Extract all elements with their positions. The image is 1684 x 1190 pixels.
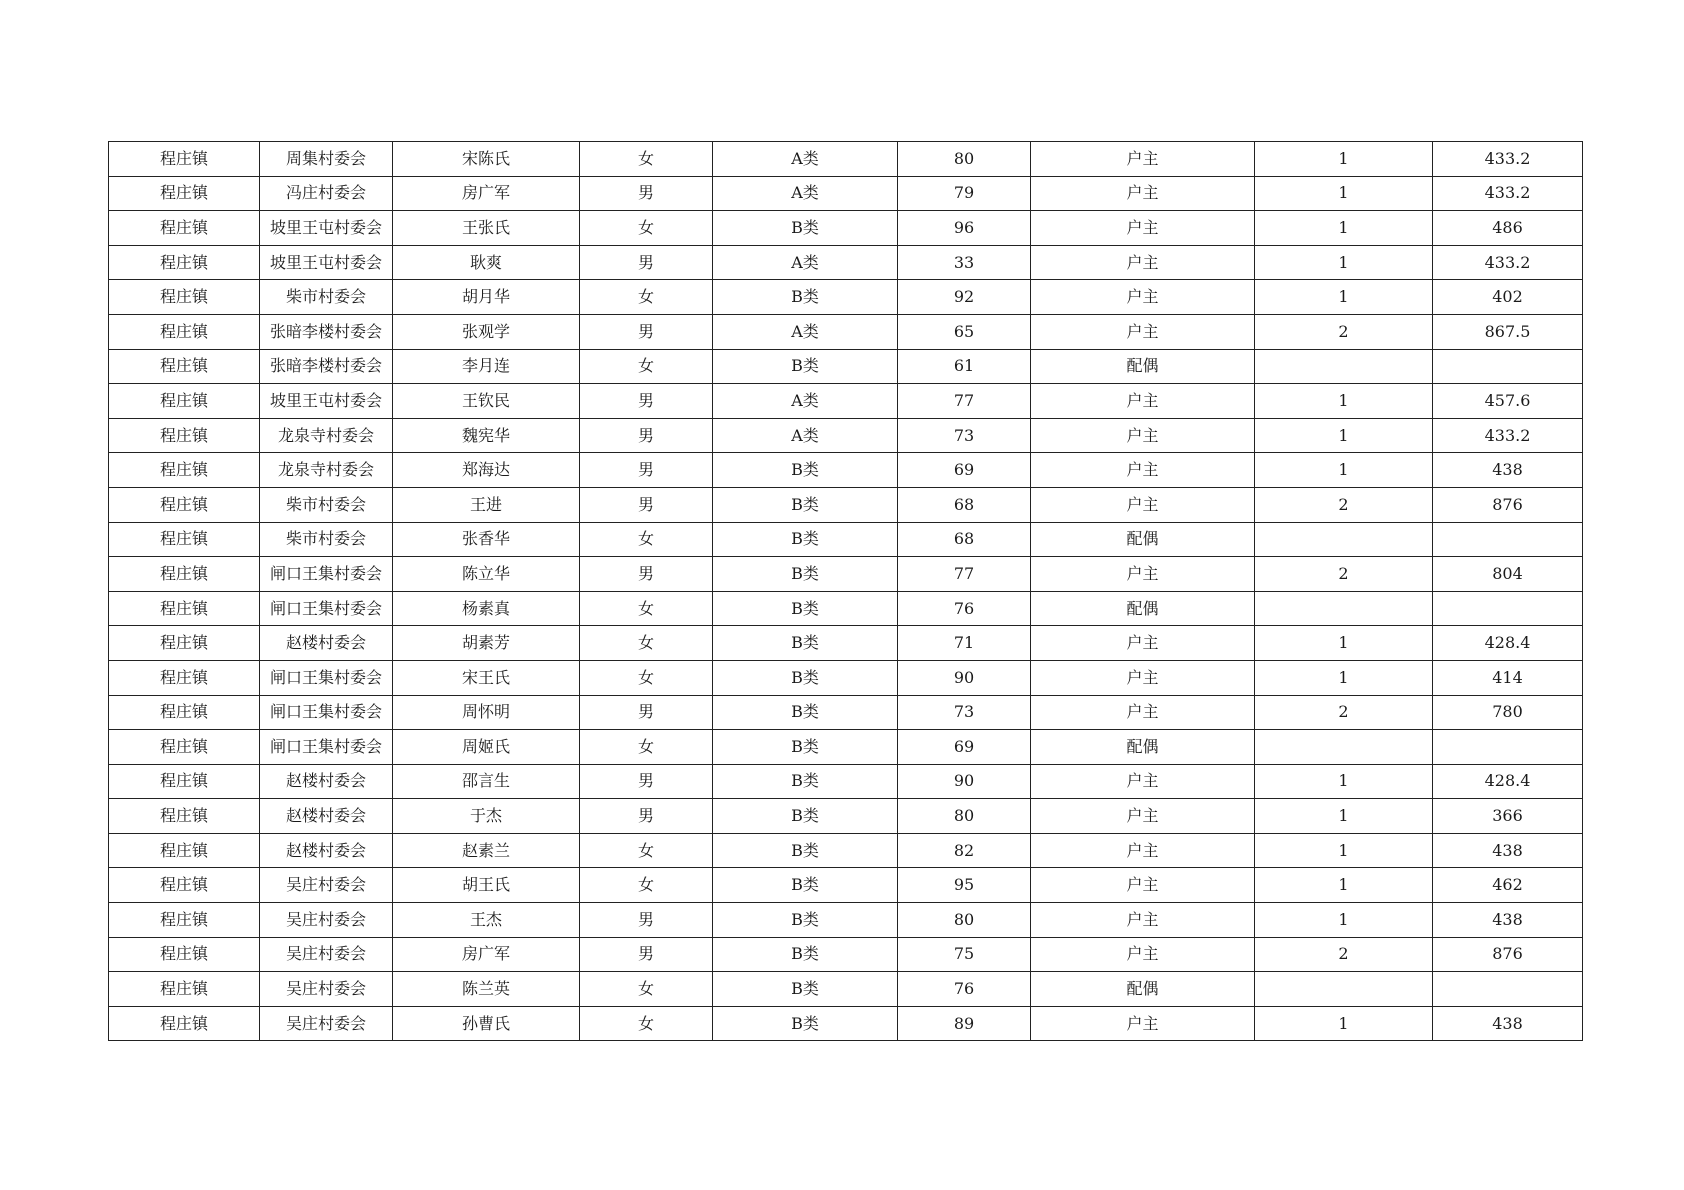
- cell-amount: 876: [1433, 937, 1583, 972]
- cell-village: 柴市村委会: [260, 280, 393, 315]
- cell-name: 宋陈氏: [393, 142, 580, 177]
- cell-town: 程庄镇: [109, 764, 260, 799]
- cell-category: A类: [713, 245, 898, 280]
- cell-category: B类: [713, 453, 898, 488]
- cell-age: 80: [898, 142, 1031, 177]
- cell-town: 程庄镇: [109, 349, 260, 384]
- cell-household-size: 2: [1255, 937, 1433, 972]
- cell-household-size: 1: [1255, 764, 1433, 799]
- cell-age: 68: [898, 522, 1031, 557]
- cell-amount: 414: [1433, 660, 1583, 695]
- cell-town: 程庄镇: [109, 522, 260, 557]
- cell-age: 90: [898, 764, 1031, 799]
- cell-gender: 男: [580, 176, 713, 211]
- cell-village: 赵楼村委会: [260, 833, 393, 868]
- cell-household-size: 1: [1255, 453, 1433, 488]
- cell-age: 92: [898, 280, 1031, 315]
- cell-town: 程庄镇: [109, 868, 260, 903]
- cell-gender: 男: [580, 245, 713, 280]
- table-row: [109, 384, 1583, 419]
- table-row: [109, 418, 1583, 453]
- cell-age: 90: [898, 660, 1031, 695]
- cell-age: 96: [898, 211, 1031, 246]
- cell-town: 程庄镇: [109, 176, 260, 211]
- cell-relation: 户主: [1031, 764, 1255, 799]
- cell-gender: 男: [580, 557, 713, 592]
- cell-village: 赵楼村委会: [260, 764, 393, 799]
- cell-name: 张香华: [393, 522, 580, 557]
- cell-category: B类: [713, 626, 898, 661]
- cell-age: 61: [898, 349, 1031, 384]
- cell-relation: 户主: [1031, 280, 1255, 315]
- cell-household-size: 1: [1255, 868, 1433, 903]
- cell-age: 95: [898, 868, 1031, 903]
- cell-name: 胡月华: [393, 280, 580, 315]
- table-row: [109, 799, 1583, 834]
- cell-town: 程庄镇: [109, 314, 260, 349]
- cell-age: 80: [898, 903, 1031, 938]
- cell-name: 王张氏: [393, 211, 580, 246]
- table-row: [109, 557, 1583, 592]
- cell-household-size: 1: [1255, 660, 1433, 695]
- cell-age: 79: [898, 176, 1031, 211]
- cell-town: 程庄镇: [109, 211, 260, 246]
- cell-category: B类: [713, 349, 898, 384]
- cell-name: 周姬氏: [393, 730, 580, 765]
- cell-gender: 男: [580, 903, 713, 938]
- cell-amount: [1433, 349, 1583, 384]
- table-row: [109, 176, 1583, 211]
- cell-age: 77: [898, 557, 1031, 592]
- cell-category: B类: [713, 937, 898, 972]
- cell-village: 龙泉寺村委会: [260, 418, 393, 453]
- cell-amount: 433.2: [1433, 176, 1583, 211]
- cell-gender: 女: [580, 730, 713, 765]
- cell-relation: 户主: [1031, 487, 1255, 522]
- cell-household-size: 1: [1255, 903, 1433, 938]
- cell-town: 程庄镇: [109, 1006, 260, 1041]
- cell-category: B类: [713, 591, 898, 626]
- cell-town: 程庄镇: [109, 937, 260, 972]
- cell-household-size: [1255, 522, 1433, 557]
- cell-category: A类: [713, 418, 898, 453]
- cell-amount: 867.5: [1433, 314, 1583, 349]
- cell-gender: 女: [580, 522, 713, 557]
- cell-gender: 女: [580, 211, 713, 246]
- cell-name: 赵素兰: [393, 833, 580, 868]
- cell-name: 郑海达: [393, 453, 580, 488]
- cell-amount: 462: [1433, 868, 1583, 903]
- cell-age: 68: [898, 487, 1031, 522]
- cell-age: 80: [898, 799, 1031, 834]
- cell-relation: 户主: [1031, 245, 1255, 280]
- cell-age: 73: [898, 418, 1031, 453]
- cell-town: 程庄镇: [109, 903, 260, 938]
- cell-amount: 402: [1433, 280, 1583, 315]
- cell-age: 69: [898, 453, 1031, 488]
- cell-relation: 户主: [1031, 660, 1255, 695]
- cell-name: 张观学: [393, 314, 580, 349]
- cell-gender: 男: [580, 314, 713, 349]
- cell-town: 程庄镇: [109, 799, 260, 834]
- cell-amount: 486: [1433, 211, 1583, 246]
- table-row: [109, 1006, 1583, 1041]
- cell-gender: 女: [580, 972, 713, 1007]
- cell-age: 69: [898, 730, 1031, 765]
- cell-relation: 配偶: [1031, 349, 1255, 384]
- cell-town: 程庄镇: [109, 626, 260, 661]
- cell-name: 李月连: [393, 349, 580, 384]
- cell-relation: 户主: [1031, 626, 1255, 661]
- cell-amount: 438: [1433, 1006, 1583, 1041]
- cell-amount: [1433, 972, 1583, 1007]
- cell-household-size: 1: [1255, 418, 1433, 453]
- table-row: [109, 245, 1583, 280]
- table-row: [109, 695, 1583, 730]
- cell-village: 坡里王屯村委会: [260, 211, 393, 246]
- table-row: [109, 591, 1583, 626]
- cell-household-size: 1: [1255, 626, 1433, 661]
- cell-name: 于杰: [393, 799, 580, 834]
- cell-gender: 女: [580, 626, 713, 661]
- cell-category: A类: [713, 314, 898, 349]
- cell-town: 程庄镇: [109, 418, 260, 453]
- cell-town: 程庄镇: [109, 142, 260, 177]
- cell-town: 程庄镇: [109, 730, 260, 765]
- cell-village: 闸口王集村委会: [260, 730, 393, 765]
- cell-household-size: 1: [1255, 280, 1433, 315]
- cell-household-size: 1: [1255, 245, 1433, 280]
- cell-gender: 女: [580, 660, 713, 695]
- cell-amount: 428.4: [1433, 764, 1583, 799]
- cell-gender: 女: [580, 591, 713, 626]
- cell-category: B类: [713, 522, 898, 557]
- cell-category: B类: [713, 903, 898, 938]
- cell-relation: 户主: [1031, 868, 1255, 903]
- cell-household-size: 2: [1255, 314, 1433, 349]
- table-row: [109, 626, 1583, 661]
- cell-relation: 户主: [1031, 142, 1255, 177]
- cell-age: 82: [898, 833, 1031, 868]
- cell-amount: [1433, 591, 1583, 626]
- cell-gender: 男: [580, 487, 713, 522]
- cell-category: B类: [713, 764, 898, 799]
- cell-age: 75: [898, 937, 1031, 972]
- cell-age: 77: [898, 384, 1031, 419]
- cell-name: 王杰: [393, 903, 580, 938]
- table-row: [109, 142, 1583, 177]
- cell-gender: 女: [580, 142, 713, 177]
- cell-category: B类: [713, 833, 898, 868]
- cell-village: 坡里王屯村委会: [260, 384, 393, 419]
- cell-village: 吴庄村委会: [260, 903, 393, 938]
- cell-name: 房广军: [393, 937, 580, 972]
- cell-relation: 户主: [1031, 799, 1255, 834]
- cell-name: 孙曹氏: [393, 1006, 580, 1041]
- cell-household-size: 2: [1255, 695, 1433, 730]
- cell-town: 程庄镇: [109, 660, 260, 695]
- cell-gender: 男: [580, 937, 713, 972]
- cell-village: 吴庄村委会: [260, 868, 393, 903]
- cell-amount: [1433, 730, 1583, 765]
- cell-town: 程庄镇: [109, 972, 260, 1007]
- cell-town: 程庄镇: [109, 695, 260, 730]
- cell-name: 邵言生: [393, 764, 580, 799]
- cell-town: 程庄镇: [109, 557, 260, 592]
- cell-name: 宋王氏: [393, 660, 580, 695]
- cell-town: 程庄镇: [109, 487, 260, 522]
- cell-village: 龙泉寺村委会: [260, 453, 393, 488]
- cell-relation: 配偶: [1031, 522, 1255, 557]
- cell-village: 张暗李楼村委会: [260, 349, 393, 384]
- cell-amount: 457.6: [1433, 384, 1583, 419]
- cell-household-size: 1: [1255, 142, 1433, 177]
- cell-name: 杨素真: [393, 591, 580, 626]
- cell-gender: 女: [580, 833, 713, 868]
- cell-household-size: [1255, 730, 1433, 765]
- cell-village: 坡里王屯村委会: [260, 245, 393, 280]
- cell-amount: 433.2: [1433, 418, 1583, 453]
- data-table: [108, 141, 1583, 1041]
- table-row: [109, 764, 1583, 799]
- cell-town: 程庄镇: [109, 245, 260, 280]
- cell-category: B类: [713, 868, 898, 903]
- cell-amount: 438: [1433, 833, 1583, 868]
- cell-name: 胡王氏: [393, 868, 580, 903]
- table-body: [109, 142, 1583, 1041]
- table-row: [109, 660, 1583, 695]
- cell-village: 周集村委会: [260, 142, 393, 177]
- cell-age: 76: [898, 591, 1031, 626]
- cell-town: 程庄镇: [109, 453, 260, 488]
- cell-amount: 438: [1433, 453, 1583, 488]
- cell-name: 周怀明: [393, 695, 580, 730]
- cell-name: 耿爽: [393, 245, 580, 280]
- cell-relation: 户主: [1031, 314, 1255, 349]
- cell-amount: 438: [1433, 903, 1583, 938]
- table-row: [109, 730, 1583, 765]
- cell-age: 73: [898, 695, 1031, 730]
- cell-age: 65: [898, 314, 1031, 349]
- table-row: [109, 833, 1583, 868]
- cell-relation: 户主: [1031, 453, 1255, 488]
- cell-relation: 户主: [1031, 384, 1255, 419]
- cell-gender: 女: [580, 1006, 713, 1041]
- table-row: [109, 349, 1583, 384]
- cell-category: B类: [713, 730, 898, 765]
- cell-gender: 女: [580, 349, 713, 384]
- cell-town: 程庄镇: [109, 591, 260, 626]
- table-row: [109, 972, 1583, 1007]
- cell-relation: 户主: [1031, 557, 1255, 592]
- table-row: [109, 487, 1583, 522]
- cell-relation: 户主: [1031, 211, 1255, 246]
- cell-household-size: [1255, 972, 1433, 1007]
- cell-category: B类: [713, 695, 898, 730]
- cell-amount: 804: [1433, 557, 1583, 592]
- cell-amount: 366: [1433, 799, 1583, 834]
- cell-village: 闸口王集村委会: [260, 660, 393, 695]
- cell-name: 陈兰英: [393, 972, 580, 1007]
- cell-relation: 户主: [1031, 1006, 1255, 1041]
- cell-relation: 户主: [1031, 176, 1255, 211]
- cell-amount: [1433, 522, 1583, 557]
- table-row: [109, 314, 1583, 349]
- table-row: [109, 453, 1583, 488]
- cell-village: 吴庄村委会: [260, 1006, 393, 1041]
- cell-name: 魏宪华: [393, 418, 580, 453]
- cell-village: 冯庄村委会: [260, 176, 393, 211]
- cell-name: 胡素芳: [393, 626, 580, 661]
- cell-name: 房广军: [393, 176, 580, 211]
- cell-relation: 户主: [1031, 418, 1255, 453]
- cell-town: 程庄镇: [109, 280, 260, 315]
- cell-relation: 配偶: [1031, 972, 1255, 1007]
- cell-household-size: [1255, 349, 1433, 384]
- cell-household-size: 1: [1255, 176, 1433, 211]
- cell-category: A类: [713, 384, 898, 419]
- cell-village: 闸口王集村委会: [260, 557, 393, 592]
- table-row: [109, 937, 1583, 972]
- cell-village: 张暗李楼村委会: [260, 314, 393, 349]
- cell-household-size: 2: [1255, 557, 1433, 592]
- table-row: [109, 868, 1583, 903]
- cell-village: 赵楼村委会: [260, 799, 393, 834]
- table-row: [109, 903, 1583, 938]
- cell-relation: 户主: [1031, 937, 1255, 972]
- cell-household-size: 1: [1255, 1006, 1433, 1041]
- cell-age: 71: [898, 626, 1031, 661]
- cell-relation: 户主: [1031, 903, 1255, 938]
- cell-household-size: [1255, 591, 1433, 626]
- cell-gender: 男: [580, 453, 713, 488]
- cell-household-size: 1: [1255, 833, 1433, 868]
- cell-village: 柴市村委会: [260, 487, 393, 522]
- cell-village: 吴庄村委会: [260, 937, 393, 972]
- cell-amount: 428.4: [1433, 626, 1583, 661]
- cell-category: B类: [713, 1006, 898, 1041]
- cell-amount: 780: [1433, 695, 1583, 730]
- cell-gender: 男: [580, 799, 713, 834]
- cell-household-size: 2: [1255, 487, 1433, 522]
- cell-village: 吴庄村委会: [260, 972, 393, 1007]
- cell-category: B类: [713, 799, 898, 834]
- cell-household-size: 1: [1255, 799, 1433, 834]
- cell-category: B类: [713, 972, 898, 1007]
- cell-gender: 男: [580, 764, 713, 799]
- cell-relation: 配偶: [1031, 730, 1255, 765]
- cell-category: B类: [713, 487, 898, 522]
- cell-household-size: 1: [1255, 384, 1433, 419]
- cell-name: 王进: [393, 487, 580, 522]
- cell-name: 陈立华: [393, 557, 580, 592]
- cell-gender: 女: [580, 280, 713, 315]
- cell-amount: 876: [1433, 487, 1583, 522]
- table-row: [109, 522, 1583, 557]
- cell-village: 闸口王集村委会: [260, 695, 393, 730]
- cell-town: 程庄镇: [109, 384, 260, 419]
- cell-gender: 男: [580, 384, 713, 419]
- cell-age: 76: [898, 972, 1031, 1007]
- cell-relation: 户主: [1031, 695, 1255, 730]
- cell-category: A类: [713, 176, 898, 211]
- cell-village: 柴市村委会: [260, 522, 393, 557]
- cell-age: 33: [898, 245, 1031, 280]
- cell-village: 赵楼村委会: [260, 626, 393, 661]
- cell-category: B类: [713, 660, 898, 695]
- cell-category: B类: [713, 280, 898, 315]
- cell-category: B类: [713, 211, 898, 246]
- cell-household-size: 1: [1255, 211, 1433, 246]
- cell-amount: 433.2: [1433, 245, 1583, 280]
- cell-category: A类: [713, 142, 898, 177]
- cell-village: 闸口王集村委会: [260, 591, 393, 626]
- cell-gender: 男: [580, 695, 713, 730]
- cell-gender: 女: [580, 868, 713, 903]
- cell-age: 89: [898, 1006, 1031, 1041]
- cell-gender: 男: [580, 418, 713, 453]
- cell-relation: 配偶: [1031, 591, 1255, 626]
- cell-name: 王钦民: [393, 384, 580, 419]
- table-row: [109, 280, 1583, 315]
- cell-category: B类: [713, 557, 898, 592]
- table-row: [109, 211, 1583, 246]
- cell-amount: 433.2: [1433, 142, 1583, 177]
- cell-relation: 户主: [1031, 833, 1255, 868]
- cell-town: 程庄镇: [109, 833, 260, 868]
